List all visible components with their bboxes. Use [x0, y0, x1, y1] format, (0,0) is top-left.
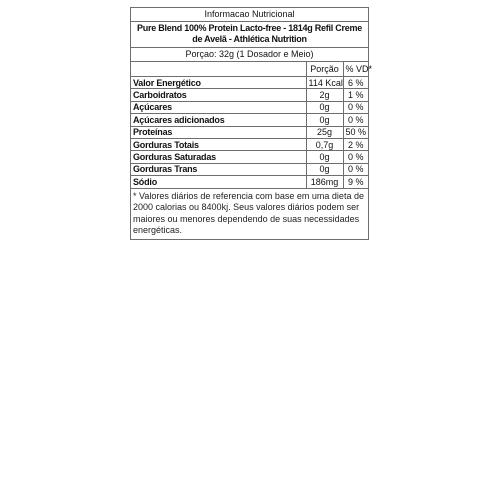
- table-row: [131, 176, 368, 188]
- nutrient-dv: 1 %: [343, 89, 368, 101]
- daily-value-footnote: * Valores diários de referencia com base em uma dieta de 2000 calorias ou 8400kj. Seus valores diários podem ser maiores ou menores dependendo de suas necessidades energéticas.: [133, 190, 364, 236]
- table-row: [131, 163, 368, 175]
- nutrient-portion: 114 Kcal: [306, 77, 343, 89]
- nutrient-name: Gorduras Trans: [131, 163, 306, 175]
- nutrient-name: Sódio: [131, 176, 306, 188]
- nutrient-dv: 0 %: [343, 151, 368, 163]
- nutrient-name: Açúcares adicionados: [131, 114, 306, 126]
- product-name: Pure Blend 100% Protein Lacto-free - 1814g Refil Creme de Avelã - Athlética Nutrition: [131, 22, 368, 48]
- nutrient-name: Gorduras Totais: [131, 138, 306, 150]
- nutrient-dv: 9 %: [343, 176, 368, 188]
- nutrient-dv: 50 %: [343, 126, 368, 138]
- nutrient-portion: 2g: [306, 89, 343, 101]
- nutrient-portion: 0g: [306, 163, 343, 175]
- serving-size: Porçao: 32g (1 Dosador e Meio): [131, 48, 368, 62]
- nutrient-portion: 25g: [306, 126, 343, 138]
- table-row: [131, 114, 368, 126]
- column-header-dv: % VD*: [343, 62, 368, 77]
- nutrient-portion: 0g: [306, 151, 343, 163]
- nutrient-dv: 6 %: [343, 77, 368, 89]
- table-row: [131, 126, 368, 138]
- table-row: [131, 138, 368, 150]
- column-header-portion: Porção: [306, 62, 343, 77]
- nutrient-dv: 0 %: [343, 101, 368, 113]
- nutrient-name: Açúcares: [131, 101, 306, 113]
- nutrient-name: Valor Energético: [131, 77, 306, 89]
- label-title: Informacao Nutricional: [131, 8, 368, 22]
- column-header-name: [131, 62, 306, 77]
- nutrient-portion: 186mg: [306, 176, 343, 188]
- nutrient-portion: 0g: [306, 114, 343, 126]
- nutrient-name: Carboidratos: [131, 89, 306, 101]
- nutrient-dv: 0 %: [343, 163, 368, 175]
- nutrient-portion: 0g: [306, 101, 343, 113]
- nutrition-facts-label: [130, 7, 373, 240]
- table-row: [131, 151, 368, 163]
- table-row: [131, 77, 368, 89]
- nutrient-dv: 2 %: [343, 138, 368, 150]
- table-header-row: [131, 62, 368, 77]
- nutrient-portion: 0,7g: [306, 138, 343, 150]
- nutrient-name: Gorduras Saturadas: [131, 151, 306, 163]
- table-row: [131, 101, 368, 113]
- table-row: [131, 89, 368, 101]
- nutrient-dv: 0 %: [343, 114, 368, 126]
- nutrient-name: Proteínas: [131, 126, 306, 138]
- nutrition-table: [131, 62, 373, 189]
